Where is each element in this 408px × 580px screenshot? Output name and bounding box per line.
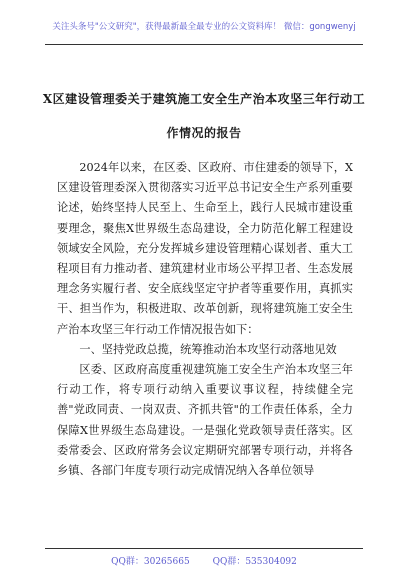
document-body	[57, 158, 353, 481]
footer-qq-group-1: QQ群：30265665	[111, 557, 190, 567]
document-title-line2: 作情况的报告	[166, 126, 242, 140]
footer-qq-group-2: QQ群：535304092	[212, 557, 297, 567]
document-title-line1: X区建设管理委关于建筑施工安全生产治本攻坚三年行动工	[42, 92, 366, 106]
intro-paragraph: 2024年以来，在区委、区政府、市住建委的领导下，X区建设管理委深入贯彻落实习近平总书记安全生产系列重要论述，始终坚持人民至上、生命至上，践行人民城市建设重要理念，聚焦X世界级生态岛建设，全力防范化解工程建设领域安全风险，充分发挥城乡建设管理精心谋划者、重大工程项目有力推动者、建筑建材业市场公平捍卫者、生态发展理念务实履行者、安全底线坚定守护者等重要作用，真抓实干、担当作为，积极进取、改革创新，现将建筑施工安全生产治本攻坚三年行动工作情况报告如下：	[57, 161, 353, 336]
section-paragraph-1: 区委、区政府高度重视建筑施工安全生产治本攻坚三年行动工作，将专项行动纳入重要议事议程，持续健全完善"党政同责、一岗双责、齐抓共管"的工作责任体系，全力保障X世界级生态岛建设。一是强化党政领导责任落实。区委常委会、区政府常务会议定期研究部署专项行动，并将各乡镇、各部门年度专项行动完成情况纳入各单位领导	[57, 363, 353, 478]
header-notice: 关注头条号"公文研究"，获得最新最全最专业的公文资料库！ 微信：gongwenyj	[52, 22, 356, 32]
footer-divider	[45, 548, 363, 549]
section-heading-1: 一、坚持党政总揽，统筹推动治本攻坚行动落地见效	[79, 342, 337, 356]
header-divider	[45, 44, 363, 45]
footer	[0, 554, 408, 567]
